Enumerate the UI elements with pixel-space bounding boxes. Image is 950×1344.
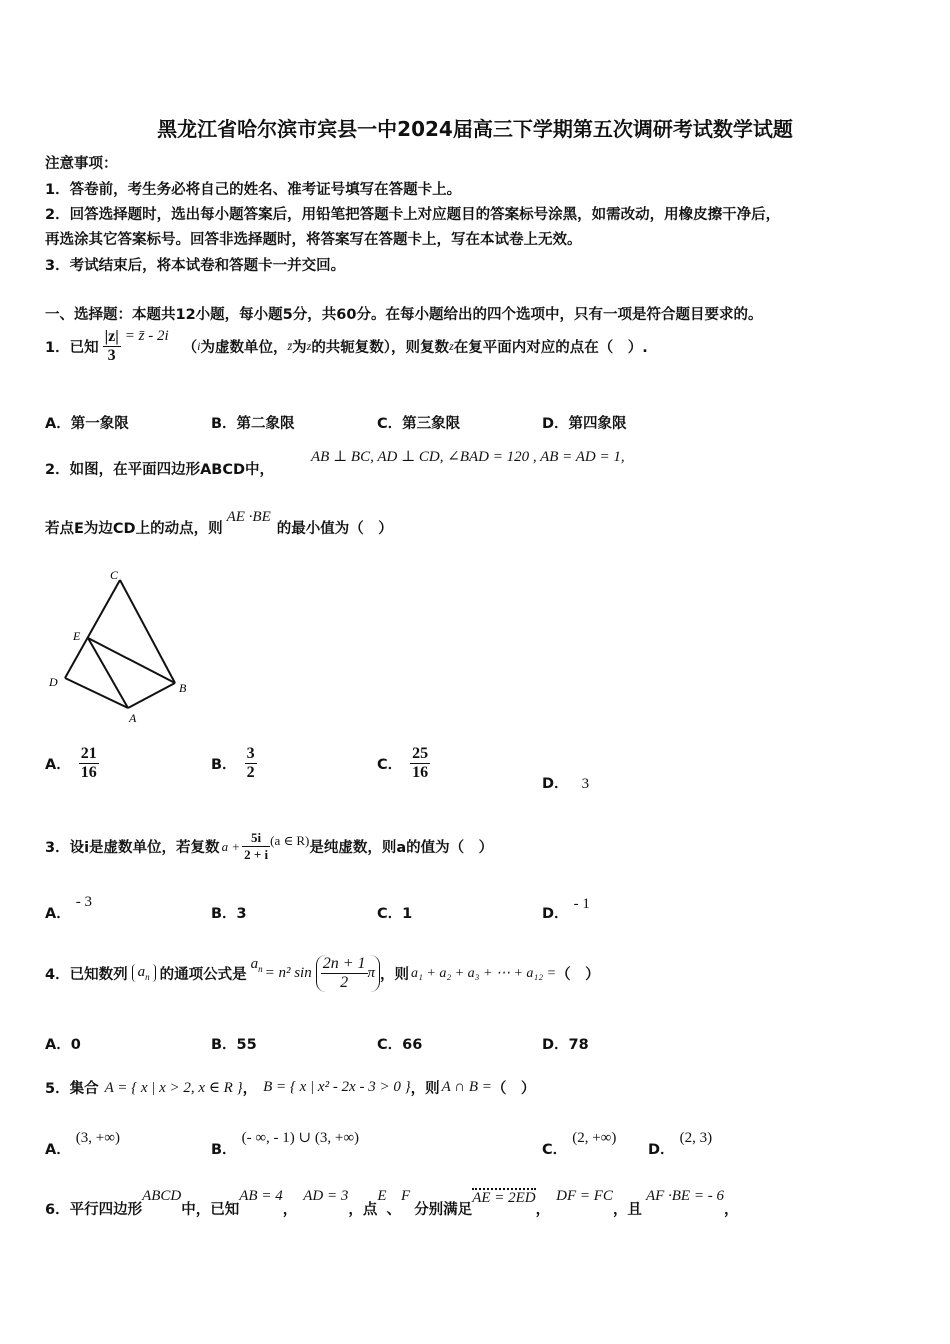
q2-expression: AE ·BE: [226, 509, 271, 525]
q4-sum: a₁ + a₂ + a₃ + ⋯ + a₁₂ =: [411, 965, 557, 981]
notice-item: 1．答卷前，考生务必将自己的姓名、准考证号填写在答题卡上。: [45, 182, 462, 198]
q4-paren: $\frac{2n + 1}{2}$ π: [316, 955, 380, 992]
q4-fraction: $\frac{2n + 1}{2}$: [322, 954, 366, 991]
q2-condition: AB ⊥ BC, AD ⊥ CD, ∠BAD = 120 , AB = AD = 1,: [311, 449, 625, 465]
question-4: 4．已知数列 $a_n$ 的通项公式是 $a_n$ = n² sin $\frac{2n + 1}{2}$ π ，则 a₁ + a₂ + a₃ + ⋯ + a₁₂ = （ ）: [45, 954, 600, 991]
q1-option-a[interactable]: A．第一象限: [45, 416, 129, 432]
q5-option-a[interactable]: A． (3, +∞): [45, 1130, 120, 1158]
notice-item: 再选涂其它答案标号。回答非选择题时，将答案写在答题卡上，写在本试卷上无效。: [45, 232, 582, 248]
q2-option-d[interactable]: D． 3: [542, 776, 590, 792]
figure-label-a: A: [129, 711, 137, 725]
q4-option-d[interactable]: D．78: [542, 1037, 589, 1053]
page-title: 黑龙江省哈尔滨市宾县一中2024届高三下学期第五次调研考试数学试题: [157, 117, 793, 141]
q2-option-b[interactable]: B． $\frac{3}{2}$: [211, 745, 255, 781]
q1-equation: = z̄ - 2i: [124, 328, 169, 344]
q5-option-d[interactable]: D． (2, 3): [648, 1130, 713, 1158]
q4-option-a[interactable]: A．0: [45, 1037, 81, 1053]
q5-option-b[interactable]: B． (- ∞, - 1) ∪ (3, +∞): [211, 1130, 360, 1158]
section-heading: 一、选择题：本题共12小题，每小题5分，共60分。在每小题给出的四个选项中，只有一项是符合题目要求的。: [45, 307, 763, 323]
question-1: 1．已知 $\frac{|z|}{3}$ = z̄ - 2i （ i 为虚数单位， z̄ 为 z 的共轭复数），则复数 z 在复平面内对应的点在（ ）.: [45, 328, 648, 364]
figure-label-c: C: [110, 568, 119, 582]
q3-option-b[interactable]: B．3: [211, 906, 247, 922]
q5-set-a: A = { x | x > 2, x ∈ R }: [104, 1079, 243, 1096]
q4-option-b[interactable]: B．55: [211, 1037, 257, 1053]
q1-option-d[interactable]: D．第四象限: [542, 416, 627, 432]
notice-item: 3．考试结束后，将本试卷和答题卡一并交回。: [45, 258, 346, 274]
question-2-line2: 若点E为边CD上的动点，则 AE ·BE 的最小值为（ ）: [45, 509, 393, 537]
q6-vector-eq: AE = 2ED: [472, 1190, 536, 1206]
q3-fraction: $\frac{5i}{2 + i}$: [244, 830, 269, 862]
q5-option-c[interactable]: C． (2, +∞): [542, 1130, 617, 1158]
notice-heading: 注意事项：: [45, 156, 118, 172]
q4-sequence: $a_n$: [132, 964, 156, 982]
q2-option-a[interactable]: A． $\frac{21}{16}$: [45, 745, 97, 781]
q1-fraction: $\frac{|z|}{3}$: [104, 328, 119, 364]
q2-option-c[interactable]: C． $\frac{25}{16}$: [377, 745, 429, 781]
q5-set-b: B = { x | x² - 2x - 3 > 0 }: [263, 1078, 411, 1095]
notice-item: 2．回答选择题时，选出每小题答案后，用铅笔把答题卡上对应题目的答案标号涂黑，如需改动，用橡皮擦干净后，: [45, 207, 781, 223]
question-6: 6．平行四边形 ABCD 中，已知 AB = 4 ， AD = 3 ，点 E 、 F 分别满足 AE = 2ED ， DF = FC ，且 AF ·BE = - 6 ，: [45, 1188, 739, 1218]
q2-lead: 2．如图，在平面四边形ABCD中，: [45, 462, 275, 478]
figure-label-b: B: [179, 681, 187, 695]
question-3: 3．设i是虚数单位，若复数 a + $\frac{5i}{2 + i}$ (a ∈ R) 是纯虚数，则a的值为（ ）: [45, 830, 494, 862]
q1-lead: 1．已知: [45, 340, 99, 356]
q3-option-c[interactable]: C．1: [377, 906, 413, 922]
figure-label-e: E: [73, 629, 81, 643]
q3-option-d[interactable]: D． - 1: [542, 896, 590, 922]
figure-label-d: D: [49, 675, 58, 689]
q1-option-b[interactable]: B．第二象限: [211, 416, 295, 432]
q4-option-c[interactable]: C．66: [377, 1037, 423, 1053]
question-5: 5．集合 A = { x | x > 2, x ∈ R } ， B = { x | x² - 2x - 3 > 0 } ，则 A ∩ B = （ ）: [45, 1078, 536, 1097]
q3-option-a[interactable]: A． - 3: [45, 894, 93, 922]
q1-option-c[interactable]: C．第三象限: [377, 416, 461, 432]
quadrilateral-figure: [45, 568, 205, 728]
